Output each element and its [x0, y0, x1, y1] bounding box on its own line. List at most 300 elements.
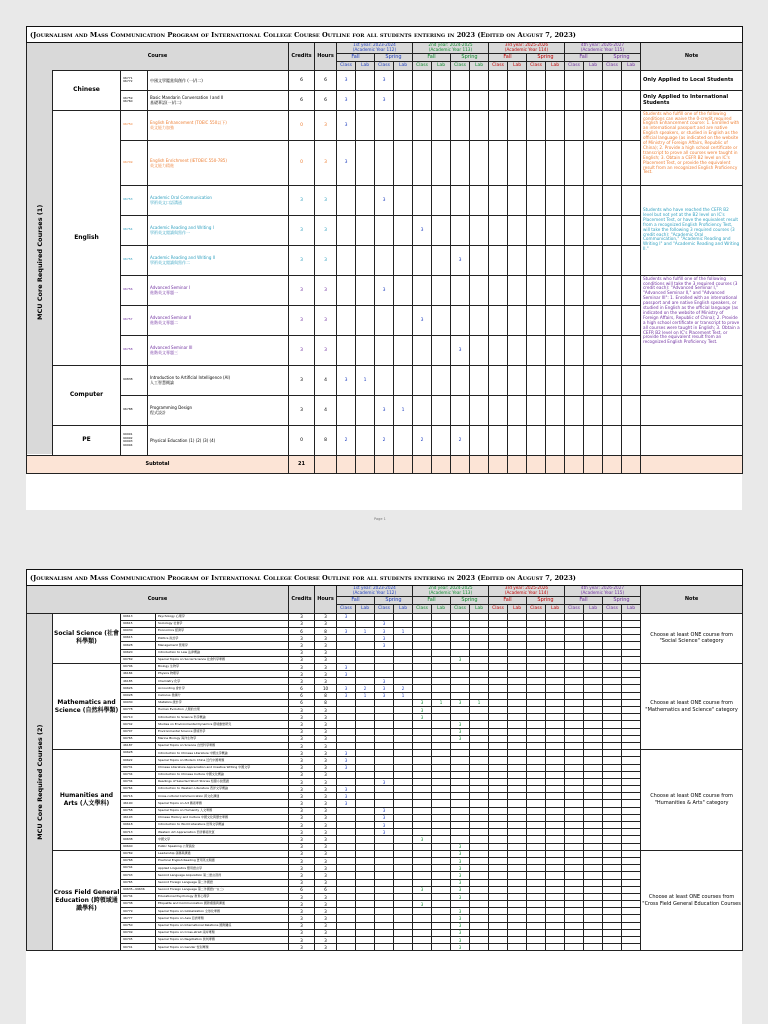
- schedule-cell: [489, 929, 508, 936]
- schedule-cell: [394, 836, 413, 843]
- schedule-cell: [489, 140, 508, 185]
- schedule-cell: [584, 886, 603, 893]
- hours-cell: 6: [315, 886, 337, 893]
- course-name: Academic Oral Communication 學術英文口語溝通: [148, 185, 289, 215]
- schedule-cell: [470, 800, 489, 807]
- course-row: [27, 814, 743, 821]
- credits-cell: 3: [289, 635, 315, 642]
- schedule-cell: [432, 627, 451, 634]
- schedule-cell: [622, 829, 641, 836]
- credits-cell: 0: [289, 425, 315, 455]
- course-row: [27, 915, 743, 922]
- schedule-cell: [508, 671, 527, 678]
- schedule-cell: 3: [451, 850, 470, 857]
- schedule-cell: [527, 915, 546, 922]
- course-code: 99765: [121, 879, 156, 886]
- schedule-cell: [451, 685, 470, 692]
- schedule-cell: [356, 908, 375, 915]
- schedule-cell: [622, 627, 641, 634]
- schedule-cell: [546, 865, 565, 872]
- course-name: Special Topics on Cross-strait 兩岸專題: [156, 929, 289, 936]
- schedule-cell: [565, 627, 584, 634]
- schedule-cell: [356, 671, 375, 678]
- course-code: 96771 96772: [121, 70, 148, 90]
- schedule-cell: [413, 764, 432, 771]
- schedule-cell: [451, 365, 470, 395]
- schedule-cell: [489, 735, 508, 742]
- lab-col: Lab: [432, 61, 451, 70]
- schedule-cell: [489, 786, 508, 793]
- schedule-cell: [603, 671, 622, 678]
- schedule-cell: [470, 305, 489, 335]
- schedule-cell: [565, 728, 584, 735]
- schedule-cell: [622, 642, 641, 649]
- schedule-cell: [546, 944, 565, 951]
- course-row: [27, 850, 743, 857]
- schedule-cell: [413, 937, 432, 944]
- schedule-cell: [394, 757, 413, 764]
- schedule-cell: [432, 714, 451, 721]
- course-name: Advanced Seminar III 進階英文專題三: [148, 335, 289, 365]
- schedule-cell: [375, 893, 394, 900]
- course-name: 中國文學: [156, 836, 289, 843]
- schedule-cell: [489, 865, 508, 872]
- schedule-cell: [413, 656, 432, 663]
- schedule-cell: [375, 735, 394, 742]
- course-row: [27, 865, 743, 872]
- year2-header: 2nd year: 2024-2025 (Academic Year 113): [413, 586, 489, 597]
- credits-cell: 3: [289, 915, 315, 922]
- schedule-cell: [603, 929, 622, 936]
- schedule-cell: [565, 656, 584, 663]
- schedule-cell: [413, 275, 432, 305]
- schedule-cell: [584, 728, 603, 735]
- course-row: [27, 742, 743, 749]
- hours-cell: 8: [315, 699, 337, 706]
- schedule-cell: [356, 872, 375, 879]
- schedule-cell: [470, 937, 489, 944]
- schedule-cell: [356, 901, 375, 908]
- course-row: [27, 735, 743, 742]
- schedule-cell: [546, 764, 565, 771]
- schedule-cell: [527, 929, 546, 936]
- course-name: Chemistry 化學: [156, 678, 289, 685]
- course-code: 99030: [121, 627, 156, 634]
- category-math: Mathematics and Science (自然科學類): [53, 663, 121, 749]
- schedule-cell: [375, 800, 394, 807]
- course-row: [27, 140, 743, 185]
- schedule-cell: [489, 642, 508, 649]
- schedule-cell: [489, 613, 508, 620]
- schedule-cell: [432, 944, 451, 951]
- credits-cell: 3: [289, 879, 315, 886]
- credits-cell: 3: [289, 620, 315, 627]
- note-humanities: Choose at least ONE course from "Humanities & Arts" category: [641, 750, 743, 851]
- schedule-cell: [508, 944, 527, 951]
- schedule-cell: [622, 395, 641, 425]
- schedule-cell: [508, 335, 527, 365]
- schedule-cell: 3: [451, 879, 470, 886]
- course-row: [27, 699, 743, 706]
- credits-cell: 6: [289, 692, 315, 699]
- schedule-cell: [413, 879, 432, 886]
- schedule-cell: [432, 692, 451, 699]
- schedule-cell: [603, 425, 622, 455]
- schedule-cell: [508, 872, 527, 879]
- schedule-cell: [527, 365, 546, 395]
- course-name: 中國文學鑑賞與創作 (一)/(二): [148, 70, 289, 90]
- schedule-cell: [603, 70, 622, 90]
- schedule-cell: [470, 793, 489, 800]
- credits-cell: 3: [289, 929, 315, 936]
- schedule-cell: [603, 829, 622, 836]
- schedule-cell: [394, 635, 413, 642]
- schedule-cell: [413, 793, 432, 800]
- schedule-cell: [470, 90, 489, 110]
- schedule-cell: [527, 671, 546, 678]
- schedule-cell: [470, 707, 489, 714]
- course-row: [27, 685, 743, 692]
- schedule-cell: [375, 757, 394, 764]
- schedule-cell: [489, 807, 508, 814]
- schedule-cell: [375, 857, 394, 864]
- schedule-cell: 3: [375, 620, 394, 627]
- schedule-cell: [584, 692, 603, 699]
- schedule-cell: [451, 305, 470, 335]
- schedule-cell: [337, 850, 356, 857]
- lab-col: Lab: [508, 61, 527, 70]
- schedule-cell: [356, 678, 375, 685]
- schedule-cell: [584, 750, 603, 757]
- hours-cell: 3: [315, 843, 337, 850]
- schedule-cell: [546, 245, 565, 275]
- schedule-cell: [603, 915, 622, 922]
- schedule-cell: [603, 699, 622, 706]
- schedule-cell: [603, 663, 622, 670]
- schedule-cell: [527, 90, 546, 110]
- schedule-cell: [546, 215, 565, 245]
- schedule-cell: [356, 750, 375, 757]
- schedule-cell: [603, 335, 622, 365]
- schedule-cell: [394, 786, 413, 793]
- schedule-cell: [356, 857, 375, 864]
- schedule-cell: [584, 836, 603, 843]
- schedule-cell: [603, 793, 622, 800]
- schedule-cell: [470, 735, 489, 742]
- schedule-cell: [470, 757, 489, 764]
- schedule-cell: [337, 721, 356, 728]
- schedule-cell: [470, 627, 489, 634]
- schedule-cell: [603, 893, 622, 900]
- schedule-cell: [394, 714, 413, 721]
- schedule-cell: [337, 275, 356, 305]
- schedule-cell: [375, 850, 394, 857]
- schedule-cell: [375, 714, 394, 721]
- schedule-cell: [337, 635, 356, 642]
- schedule-cell: [489, 305, 508, 335]
- schedule-cell: [432, 793, 451, 800]
- course-name: Advanced Seminar I 進階英文專題一: [148, 275, 289, 305]
- schedule-cell: [603, 742, 622, 749]
- schedule-cell: 1: [356, 627, 375, 634]
- schedule-cell: [546, 843, 565, 850]
- course-name: English Enrichment (IETOEIC 550-785) 英文能力精進: [148, 140, 289, 185]
- course-row: [27, 893, 743, 900]
- schedule-cell: [451, 757, 470, 764]
- schedule-cell: [375, 742, 394, 749]
- schedule-cell: [565, 707, 584, 714]
- schedule-cell: [432, 613, 451, 620]
- schedule-cell: [527, 635, 546, 642]
- course-name: Marine Biology 海洋生物學: [156, 735, 289, 742]
- schedule-cell: [489, 215, 508, 245]
- schedule-cell: [622, 365, 641, 395]
- schedule-cell: [432, 750, 451, 757]
- hours-cell: 6: [315, 90, 337, 110]
- schedule-cell: [413, 843, 432, 850]
- schedule-cell: [603, 90, 622, 110]
- schedule-cell: [584, 656, 603, 663]
- schedule-cell: [584, 915, 603, 922]
- note-english-advanced: Students who fulfill one of the following conditions will take the 3 required courses (3 credit each): "Advanced Seminar I," "Advanced Seminar II," and "Advanced Seminar III": 1. Enrolled with an international passport and are native English speakers, or studied in English as the official language (as indicated on the website of Ministry of Foreign Affairs, Republic of China); 2. Provide a high school certificate or transcript to prove all courses were taught in English; 3. Obtain a CEFR B2 level on IC's Placement Test, or provide the equivalent result from an recognized English Proficiency Test.: [641, 275, 743, 365]
- schedule-cell: 3: [375, 829, 394, 836]
- schedule-cell: [413, 649, 432, 656]
- schedule-cell: [527, 814, 546, 821]
- schedule-cell: [527, 886, 546, 893]
- schedule-cell: [603, 764, 622, 771]
- schedule-cell: [375, 721, 394, 728]
- course-name: Academic Reading and Writing II 學術英文閱讀與寫作二: [148, 245, 289, 275]
- schedule-cell: [432, 807, 451, 814]
- hours-cell: 3: [315, 613, 337, 620]
- course-row: [27, 879, 743, 886]
- lab-col: Lab: [584, 604, 603, 613]
- schedule-cell: [489, 425, 508, 455]
- course-code: 96788: [121, 395, 148, 425]
- schedule-cell: [546, 735, 565, 742]
- schedule-cell: 3: [375, 807, 394, 814]
- schedule-cell: [584, 829, 603, 836]
- schedule-cell: [489, 764, 508, 771]
- schedule-cell: [413, 742, 432, 749]
- schedule-cell: [356, 735, 375, 742]
- schedule-cell: [584, 215, 603, 245]
- schedule-cell: [489, 90, 508, 110]
- course-code: 96753: [121, 185, 148, 215]
- schedule-cell: [622, 110, 641, 140]
- schedule-cell: [470, 185, 489, 215]
- hours-cell: 3: [315, 714, 337, 721]
- schedule-cell: [356, 635, 375, 642]
- credits-cell: 3: [289, 642, 315, 649]
- credits-cell: 3: [289, 678, 315, 685]
- schedule-cell: 2: [413, 425, 432, 455]
- schedule-cell: [451, 678, 470, 685]
- schedule-cell: 3: [375, 814, 394, 821]
- schedule-cell: [470, 915, 489, 922]
- schedule-cell: 3: [451, 699, 470, 706]
- schedule-cell: [356, 707, 375, 714]
- course-name: Second Foreign Language 第二外國語: [156, 879, 289, 886]
- schedule-cell: [527, 901, 546, 908]
- course-row: [27, 843, 743, 850]
- schedule-cell: [432, 937, 451, 944]
- course-code: 99613: [121, 613, 156, 620]
- course-name: Special Topics on International Relations 國際關係: [156, 922, 289, 929]
- schedule-cell: [394, 778, 413, 785]
- schedule-cell: 3: [337, 800, 356, 807]
- schedule-cell: [356, 245, 375, 275]
- credits-cell: 3: [289, 944, 315, 951]
- schedule-cell: [622, 613, 641, 620]
- hours-cell: 3: [315, 656, 337, 663]
- schedule-cell: 2: [337, 425, 356, 455]
- hours-cell: 3: [315, 742, 337, 749]
- schedule-cell: [356, 937, 375, 944]
- schedule-cell: [394, 872, 413, 879]
- schedule-cell: [394, 829, 413, 836]
- schedule-cell: [470, 613, 489, 620]
- hours-cell: 3: [315, 671, 337, 678]
- course-code: 99618: [121, 822, 156, 829]
- schedule-cell: [451, 140, 470, 185]
- schedule-cell: [565, 742, 584, 749]
- schedule-cell: [470, 836, 489, 843]
- schedule-cell: 2: [356, 685, 375, 692]
- credits-cell: 3: [289, 215, 315, 245]
- schedule-cell: [622, 305, 641, 335]
- schedule-cell: [622, 865, 641, 872]
- class-col: Class: [337, 604, 356, 613]
- schedule-cell: [565, 335, 584, 365]
- course-row: [27, 635, 743, 642]
- course-code: 96750: [121, 110, 148, 140]
- course-code: 99615: [121, 635, 156, 642]
- schedule-cell: [565, 764, 584, 771]
- schedule-cell: [527, 663, 546, 670]
- schedule-cell: [622, 793, 641, 800]
- credits-cell: 3: [289, 771, 315, 778]
- schedule-cell: [546, 707, 565, 714]
- schedule-cell: [527, 714, 546, 721]
- schedule-cell: [508, 692, 527, 699]
- schedule-cell: [432, 829, 451, 836]
- schedule-cell: [394, 742, 413, 749]
- hours-cell: 3: [315, 872, 337, 879]
- course-name: Introduction to Western Literature 西洋文學概論: [156, 786, 289, 793]
- course-row: [27, 395, 743, 425]
- schedule-cell: [413, 110, 432, 140]
- schedule-cell: [394, 649, 413, 656]
- schedule-cell: [337, 699, 356, 706]
- hours-cell: 3: [315, 929, 337, 936]
- schedule-cell: [432, 656, 451, 663]
- schedule-cell: [375, 901, 394, 908]
- course-row: [27, 335, 743, 365]
- schedule-cell: [603, 714, 622, 721]
- schedule-cell: [375, 915, 394, 922]
- hours-cell: 3: [315, 836, 337, 843]
- schedule-cell: [622, 721, 641, 728]
- schedule-cell: [489, 829, 508, 836]
- course-code: 99628: [121, 642, 156, 649]
- course-code: 99710: [121, 714, 156, 721]
- schedule-cell: [394, 929, 413, 936]
- note-english-enhancement: Students who fulfill one of the following conditions can waive the 0-credit required English Enhancement course: 1. Enrolled with an international passport and are native English speakers, or studied in English as the official language (as indicated on the website of Ministry of Foreign Affairs, Republic of China); 2. Provide a high school certificate or transcript to prove all courses were taught in English; 3. Obtain a CEFR B2 level on IC's Placement Test, or provide the equivalent result from an recognized English Proficiency Test.: [641, 110, 743, 185]
- schedule-cell: [337, 886, 356, 893]
- schedule-cell: [356, 649, 375, 656]
- schedule-cell: [565, 635, 584, 642]
- class-col: Class: [489, 61, 508, 70]
- schedule-cell: [489, 707, 508, 714]
- schedule-cell: [337, 735, 356, 742]
- schedule-cell: 3: [451, 872, 470, 879]
- schedule-cell: [337, 908, 356, 915]
- schedule-cell: [413, 140, 432, 185]
- course-name: Introduction to Chinese Culture 中國文化概論: [156, 771, 289, 778]
- credits-cell: 3: [289, 865, 315, 872]
- schedule-cell: [603, 635, 622, 642]
- schedule-cell: [337, 728, 356, 735]
- schedule-cell: [565, 215, 584, 245]
- credits-cell: 6: [289, 699, 315, 706]
- credits-cell: 3: [289, 663, 315, 670]
- schedule-cell: [356, 893, 375, 900]
- course-row: [27, 857, 743, 864]
- lab-col: Lab: [394, 61, 413, 70]
- schedule-cell: [451, 275, 470, 305]
- subtotal-empty: [432, 455, 451, 473]
- schedule-cell: 3: [451, 929, 470, 936]
- credits-cell: 3: [289, 365, 315, 395]
- schedule-cell: [508, 721, 527, 728]
- category-cross: Cross Field General Education (跨領域通識學科): [53, 850, 121, 951]
- schedule-cell: [470, 721, 489, 728]
- schedule-cell: [413, 771, 432, 778]
- schedule-cell: [527, 335, 546, 365]
- schedule-cell: [603, 843, 622, 850]
- course-code: 99779: [121, 908, 156, 915]
- schedule-cell: [432, 764, 451, 771]
- schedule-cell: [489, 944, 508, 951]
- schedule-cell: [470, 865, 489, 872]
- course-code: 99638: [121, 836, 156, 843]
- note-cell: Only Applied to International Students: [641, 90, 743, 110]
- schedule-cell: [584, 245, 603, 275]
- schedule-cell: [546, 620, 565, 627]
- course-name: Introduction to Science 科學概論: [156, 714, 289, 721]
- schedule-cell: [584, 757, 603, 764]
- course-name: Public Speaking 公眾演說: [156, 843, 289, 850]
- course-code: 99734: [121, 893, 156, 900]
- schedule-cell: [451, 822, 470, 829]
- schedule-cell: [356, 757, 375, 764]
- schedule-cell: 3: [451, 335, 470, 365]
- subtotal-row: [27, 455, 743, 473]
- schedule-cell: [527, 678, 546, 685]
- schedule-cell: 3: [413, 305, 432, 335]
- course-code: 99991 99992 99993 99994: [121, 425, 148, 455]
- y2-fall: Fall: [413, 596, 451, 604]
- schedule-cell: [546, 678, 565, 685]
- schedule-cell: [622, 886, 641, 893]
- schedule-cell: [584, 110, 603, 140]
- schedule-cell: [394, 185, 413, 215]
- schedule-cell: [375, 843, 394, 850]
- schedule-cell: [451, 742, 470, 749]
- schedule-cell: [603, 850, 622, 857]
- schedule-cell: 1: [394, 692, 413, 699]
